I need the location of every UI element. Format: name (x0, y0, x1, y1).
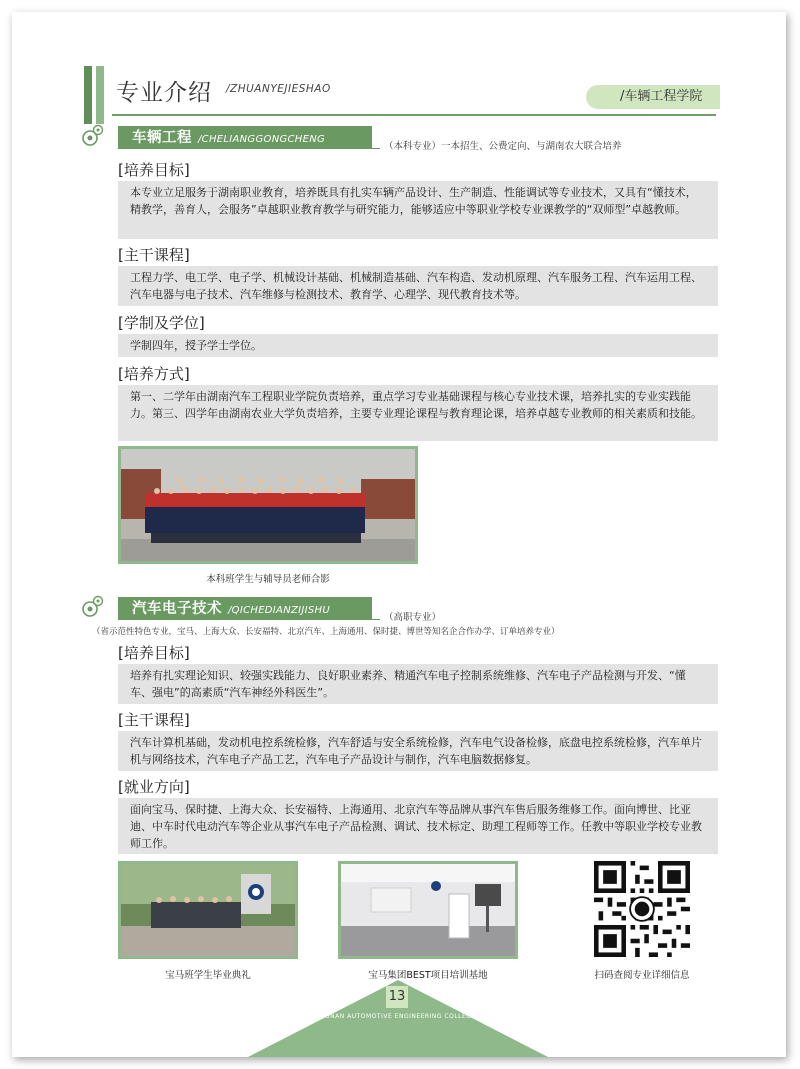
block-text: 汽车计算机基础，发动机电控系统检修，汽车舒适与安全系统检修，汽车电气设备检修，底盘电控系统检修，汽车单片机与网络技术，汽车电子产品工艺，汽车电子产品设计与制作，汽车电脑数据修复。 (118, 731, 718, 771)
qr-code-icon[interactable] (594, 861, 690, 957)
graduation-photo-image (121, 864, 295, 956)
page-number: 13 (386, 986, 408, 1008)
block-heading: [培养方式] (118, 365, 190, 383)
block-text: 本专业立足服务于湖南职业教育，培养既具有扎实车辆产品设计、生产制造、性能调试等专业技术，又具有“懂技术，精教学，善育人，会服务”卓越职业教育教学与研究能力，能够适应中等职业学校专业课教学的“双师型”卓越教师。 (118, 181, 718, 239)
section-header-auto-electronics (118, 597, 372, 619)
page-title: 专业介绍 (116, 80, 212, 106)
block-heading: [培养目标] (118, 644, 190, 662)
group-photo (118, 446, 418, 564)
section-note-secondary: （省示范性特色专业，宝马、上海大众、长安福特、北京汽车、上海通用、保时捷、博世等知名企合作办学、订单培养专业） (92, 627, 560, 637)
section-underline (118, 148, 380, 149)
section-title-en: /CHELIANGGONGCHENG (198, 134, 326, 145)
training-base-photo (338, 861, 518, 959)
block-text: 工程力学、电工学、电子学、机械设计基础、机械制造基础、汽车构造、发动机原理、汽车服务工程、汽车运用工程、汽车电器与电子技术、汽车维修与检测技术、教育学、心理学、现代教育技术等。 (118, 266, 718, 306)
college-tag: /车辆工程学院 (586, 85, 720, 109)
section-header-vehicle-engineering (118, 126, 372, 148)
brochure-page (12, 12, 786, 1057)
block-heading: [主干课程] (118, 246, 190, 264)
block-text: 培养有扎实理论知识、较强实践能力、良好职业素养、精通汽车电子控制系统维修、汽车电子产品检测与开发、“懂车、强电”的高素质“汽车神经外科医生”。 (118, 664, 718, 704)
block-heading: [主干课程] (118, 711, 190, 729)
qr-caption: 扫码查阅专业详细信息 (594, 970, 690, 981)
photo-caption: 宝马集团BEST项目培训基地 (368, 970, 488, 981)
block-text: 面向宝马、保时捷、上海大众、长安福特、上海通用、北京汽车等品牌从事汽车售后服务维修工作。面向博世、比亚迪、中车时代电动汽车等企业从事汽车电子产品检测、调试、技术标定、助理工程师等工作。任教中等职业学校专业教师工作。 (118, 798, 718, 854)
training-base-photo-image (341, 864, 515, 956)
header-divider (112, 114, 716, 116)
section-title-en: /QICHEDIANZIJISHU (228, 605, 330, 616)
block-text: 学制四年，授予学士学位。 (118, 334, 718, 357)
photo-caption: 宝马班学生毕业典礼 (165, 970, 251, 981)
graduation-photo (118, 861, 298, 959)
block-text: 第一、二学年由湖南汽车工程职业学院负责培养，重点学习专业基础课程与核心专业技术课，培养扎实的专业实践能力。第三、四学年由湖南农业大学负责培养，主要专业理论课程与教育理论课，培养卓越专业教师的相关素质和技能。 (118, 385, 718, 441)
page-subtitle: /ZHUANYEJIESHAO (226, 83, 331, 95)
block-heading: [就业方向] (118, 778, 190, 796)
gear-icon (80, 595, 104, 619)
header-accent-bar-light (96, 66, 104, 124)
group-photo-image (121, 449, 415, 561)
section-note: （本科专业）一本招生、公费定向、与湖南农大联合培养 (384, 141, 622, 152)
block-heading: [培养目标] (118, 161, 190, 179)
footer-college-name: HUNAN AUTOMOTIVE ENGINEERING COLLEGE (320, 1013, 476, 1020)
photo-caption: 本科班学生与辅导员老师合影 (206, 574, 330, 585)
section-note: （高职专业） (384, 612, 442, 623)
section-title-cn: 汽车电子技术 (132, 601, 222, 617)
block-heading: [学制及学位] (118, 314, 205, 332)
gear-icon (80, 124, 104, 148)
section-title-cn: 车辆工程 (132, 130, 192, 146)
header-accent-bar (84, 66, 92, 124)
section-underline (118, 619, 380, 620)
